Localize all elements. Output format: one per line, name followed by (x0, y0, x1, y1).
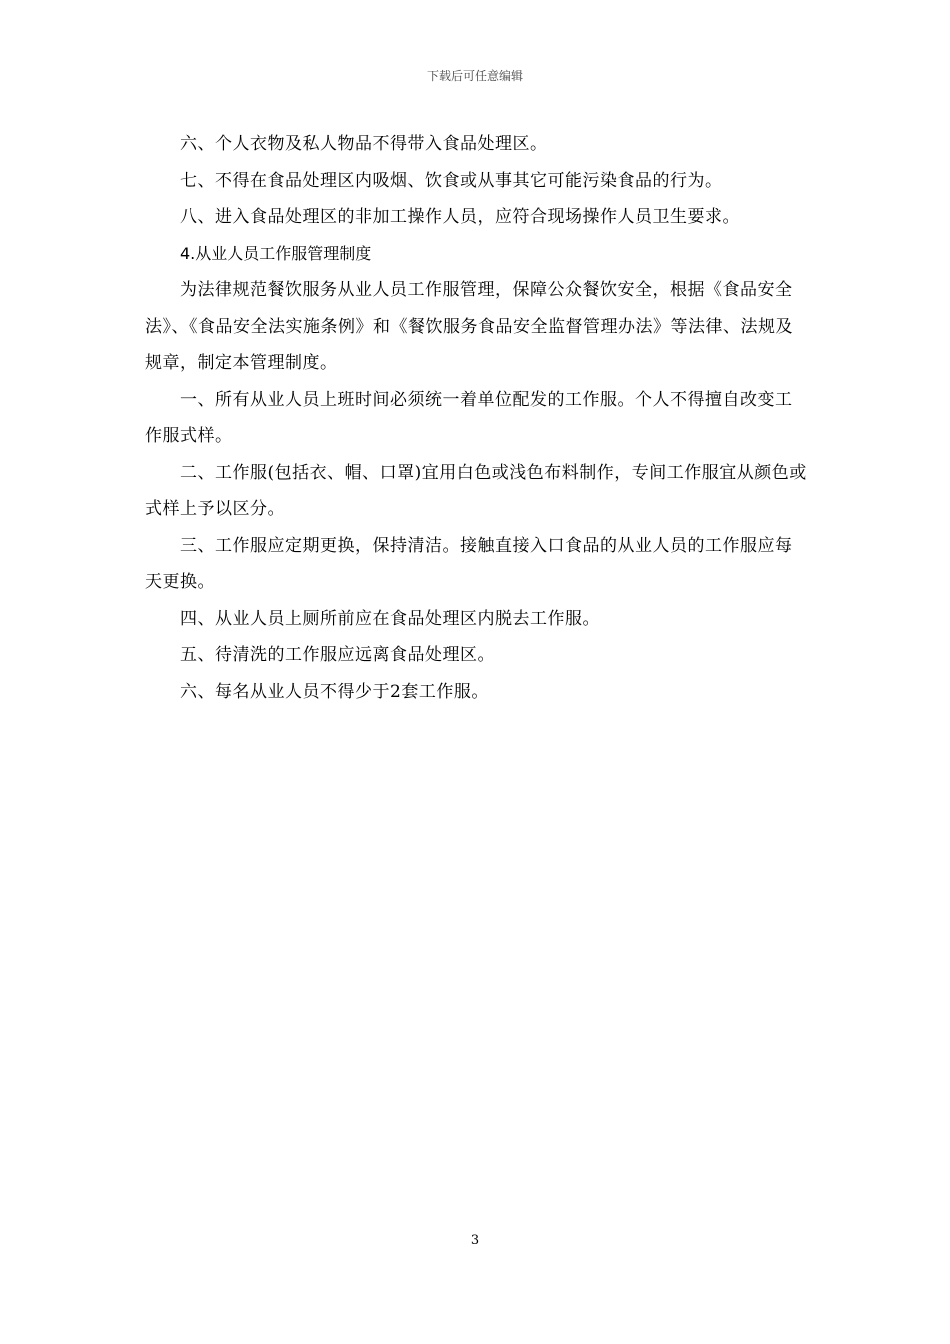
intro-paragraph: 为法律规范餐饮服务从业人员工作服管理，保障公众餐饮安全，根据《食品安全法》、《食品安全法实施条例》和《餐饮服务食品安全监督管理办法》等法律、法规及规章，制定本管理制度。 (145, 280, 793, 373)
page-number: 3 (470, 1233, 480, 1248)
page-header: 下载后可任意编辑 (426, 69, 523, 83)
rule-paragraph-1: 一、所有从业人员上班时间必须统一着单位配发的工作服。个人不得擅自改变工作服式样。 (145, 389, 793, 446)
paragraph-item-7: 七、不得在食品处理区内吸烟、饮食或从事其它可能污染食品的行为。 (180, 170, 723, 191)
rule-paragraph-6: 六、每名从业人员不得少于2套工作服。 (180, 681, 489, 702)
document-body (145, 126, 807, 710)
paragraph-item-8: 八、进入食品处理区的非加工操作人员，应符合现场操作人员卫生要求。 (180, 207, 740, 227)
rule-paragraph-2: 二、工作服(包括衣、帽、口罩)宜用白色或浅色布料制作，专间工作服宜从颜色或式样上予以区分。 (145, 462, 807, 519)
rule-paragraph-3: 三、工作服应定期更换，保持清洁。接触直接入口食品的从业人员的工作服应每天更换。 (145, 535, 793, 592)
rule-paragraph-4: 四、从业人员上厕所前应在食品处理区内脱去工作服。 (180, 608, 600, 629)
section-heading: 4.从业人员工作服管理制度 (180, 243, 372, 263)
rule-paragraph-5: 五、待清洗的工作服应远离食品处理区。 (180, 645, 495, 665)
paragraph-item-6: 六、个人衣物及私人物品不得带入食品处理区。 (180, 134, 548, 154)
